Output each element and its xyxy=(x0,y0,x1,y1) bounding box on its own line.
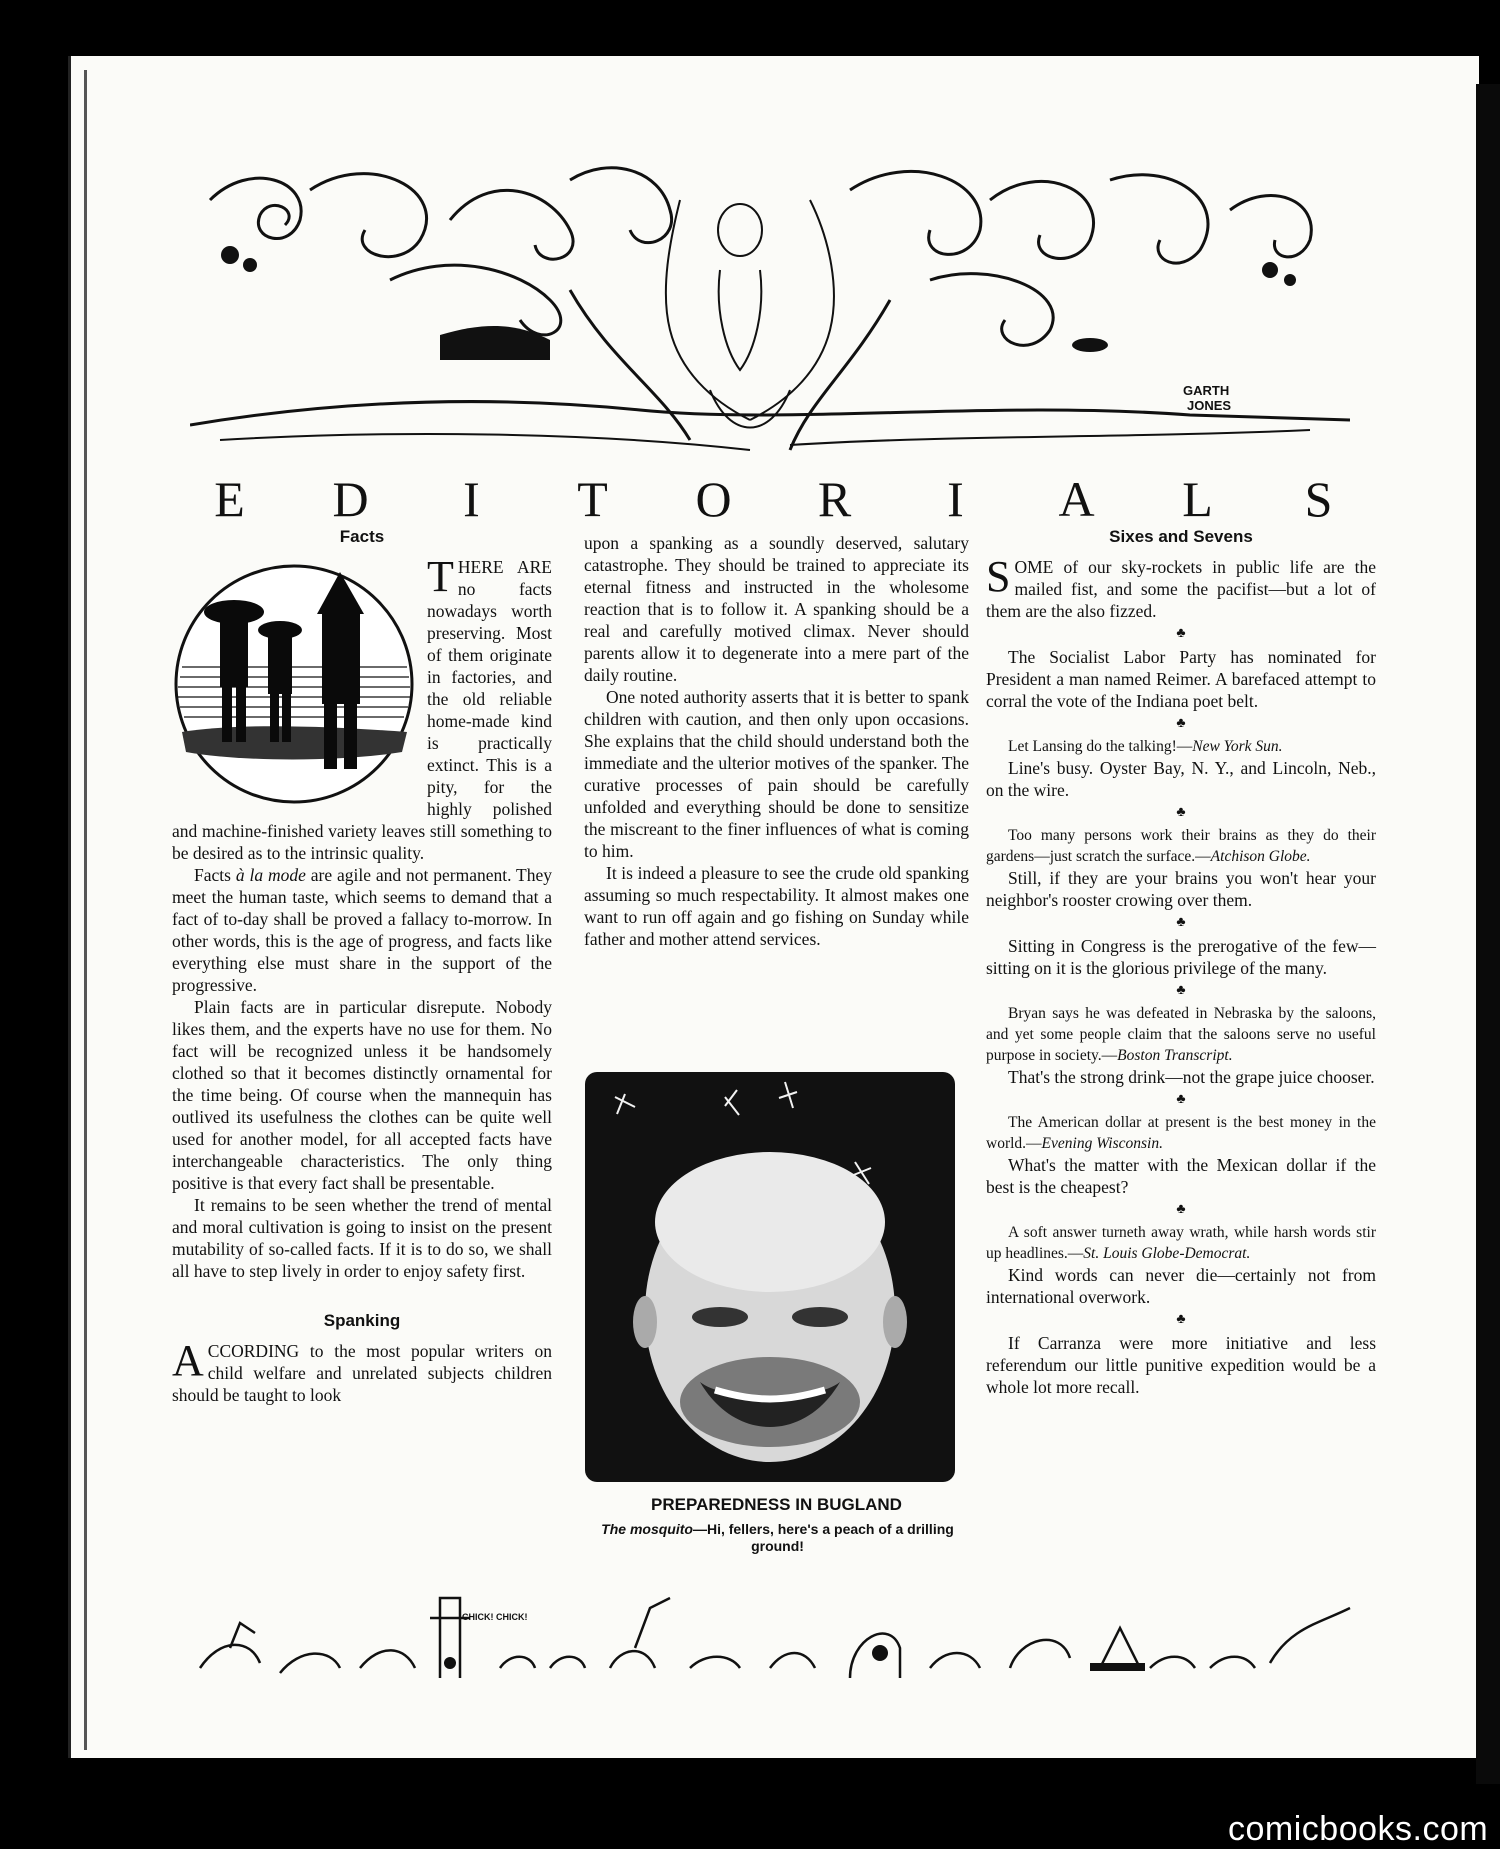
title-letter: I xyxy=(463,471,482,527)
spanking-paragraph-3: It is indeed a pleasure to see the crude old spanking assuming so much respectability. It almost makes one want to run off again and go fishing on Sunday while father and mother attend services. xyxy=(584,863,969,949)
club-separator: ♣ xyxy=(1176,626,1186,641)
column-right xyxy=(986,526,1376,1398)
title-letter: R xyxy=(817,471,854,527)
column-left xyxy=(172,526,552,1406)
club-separator: ♣ xyxy=(1176,983,1186,998)
title-letter: L xyxy=(1182,471,1215,527)
spanking-paragraph-1b: upon a spanking as a soundly deserved, salutary catastrophe. They should be trained to appreciate its eternal fitness and instructed in the wholesome reaction that is to follow it. A spanking should be a real and carefully motived climax. Never should parents allow it to degenerate into a mere part of the daily routine. xyxy=(584,533,969,685)
title-letter: I xyxy=(947,471,966,527)
quote-5: A soft answer turneth away wrath, while harsh words stir up headlines.— xyxy=(986,1224,1376,1262)
title-letter: E xyxy=(214,471,247,527)
banner-illustration xyxy=(190,160,1350,480)
spanking-heading: Spanking xyxy=(323,1311,401,1330)
sixes-paragraph-3: Sitting in Congress is the prerogative of the few—sitting on it is the glorious privilege of the many. xyxy=(986,936,1376,978)
artist-signature-line2: JONES xyxy=(1187,398,1232,413)
artist-signature-line1: GARTH xyxy=(1183,383,1230,398)
page-edge-line xyxy=(84,70,87,1750)
sixes-paragraph-1: OME of our sky-rockets in public life are the mailed fist, and some the pacifist—but a lot of them are the also fizzed. xyxy=(986,557,1376,621)
sixes-dropcap: S xyxy=(986,552,1011,601)
facts-paragraph-3: Plain facts are in particular disrepute. Nobody likes them, and the experts have no use for them. No fact will be recognized unless it be handsomely clothed so that it becomes distinctly ornamental for the time being. Of course when the mannequin has outlived its usefulness the clothes can be quite well used for another model, for all accepted facts have interchangeable characteristics. The only thing positive is that every fact shall be presentable. xyxy=(172,997,552,1193)
footer-birds-illustration xyxy=(190,1568,1360,1688)
spanking-dropcap: A xyxy=(172,1336,204,1385)
facts-heading: Facts xyxy=(339,527,385,546)
cartoon-caption-text: —Hi, fellers, here's a peach of a drilling ground! xyxy=(692,1521,954,1554)
title-letter: S xyxy=(1304,471,1335,527)
cartoon-caption xyxy=(600,1521,955,1555)
children-at-shore-illustration xyxy=(172,562,417,807)
club-separator: ♣ xyxy=(1176,1202,1186,1217)
chick-text: CHICK! CHICK! xyxy=(462,1612,528,1622)
bald-man-cartoon xyxy=(585,1072,955,1482)
column-middle xyxy=(584,532,969,950)
club-separator: ♣ xyxy=(1176,805,1186,820)
spanking-paragraph-1a: CCORDING to the most popular writers on child welfare and unrelated subjects children should be taught to look xyxy=(172,1341,552,1405)
reply-5: Kind words can never die—certainly not from international overwork. xyxy=(986,1265,1376,1307)
cartoon-speaker: The mosquito xyxy=(601,1521,693,1537)
reply-2: Still, if they are your brains you won't hear your neighbor's rooster crowing over them. xyxy=(986,868,1376,910)
title-letter: O xyxy=(695,471,734,527)
title-letter: D xyxy=(332,471,371,527)
spanking-paragraph-2: One noted authority asserts that it is better to spank children with caution, and then only upon occasions. She explains that the child should understand both the immediate and the ulterior motives of the spanker. The curative processes of pain should be carefully unfolded and everything should be done to sensitize the miscreant to the finer influences of what is coming to him. xyxy=(584,687,969,861)
club-separator: ♣ xyxy=(1176,1092,1186,1107)
facts-p2-start: Facts xyxy=(194,865,236,885)
title-letter: A xyxy=(1058,471,1097,527)
reply-4: What's the matter with the Mexican dollar if the best is the cheapest? xyxy=(986,1155,1376,1197)
quote-2: Too many persons work their brains as they do their gardens—just scratch the surface.— xyxy=(986,827,1376,865)
club-separator: ♣ xyxy=(1176,915,1186,930)
site-watermark: comicbooks.com xyxy=(1228,1810,1489,1848)
sixes-heading: Sixes and Sevens xyxy=(1109,527,1253,546)
facts-paragraph-4: It remains to be seen whether the trend of mental and moral cultivation is going to insist on the present mutability of so-called facts. If it is to do so, we shall all have to step lively in order to enjoy safety first. xyxy=(172,1195,552,1281)
sixes-paragraph-4: If Carranza were more initiative and less referendum our little punitive expedition would be a whole lot more recall. xyxy=(986,1333,1376,1397)
book-spine xyxy=(1476,84,1500,1784)
quote-2-source: Atchison Globe. xyxy=(1210,848,1311,865)
facts-p2-rest: are agile and not permanent. They meet the human taste, which seems to demand that a fact of to-day shall be proved a fallacy to-morrow. In other words, this is the age of progress, and facts like everything else must share in the support of the progressive. xyxy=(172,865,552,995)
club-separator: ♣ xyxy=(1176,716,1186,731)
facts-dropcap: T xyxy=(427,552,454,601)
reply-3: That's the strong drink—not the grape juice chooser. xyxy=(1008,1067,1375,1087)
quote-4-source: Evening Wisconsin. xyxy=(1041,1135,1163,1152)
facts-p2-italic: à la mode xyxy=(235,865,306,885)
quote-5-source: St. Louis Globe-Democrat. xyxy=(1083,1245,1251,1262)
club-separator: ♣ xyxy=(1176,1312,1186,1327)
sixes-paragraph-2: The Socialist Labor Party has nominated for President a man named Reimer. A barefaced attempt to corral the vote of the Indiana poet belt. xyxy=(986,647,1376,711)
quote-1: Let Lansing do the talking!— xyxy=(1008,738,1193,755)
quote-3-source: Boston Transcript. xyxy=(1117,1047,1233,1064)
facts-paragraph-1: HERE ARE no facts nowadays worth preserving. Most of them originate in factories, and the old reliable home-made kind is practically extinct. This is a pity, for the highly polished and machine-finished variety leaves still something to be desired as to the intrinsic quality. xyxy=(172,557,552,863)
quote-4: The American dollar at present is the best money in the world.— xyxy=(986,1114,1376,1152)
cartoon-title: PREPAREDNESS IN BUGLAND xyxy=(651,1495,902,1514)
quote-1-source: New York Sun. xyxy=(1192,738,1283,755)
quote-3: Bryan says he was defeated in Nebraska by the saloons, and yet some people claim that the saloons serve no useful purpose in society.— xyxy=(986,1005,1376,1064)
title-letter: T xyxy=(577,471,610,527)
reply-1: Line's busy. Oyster Bay, N. Y., and Lincoln, Neb., on the wire. xyxy=(986,758,1376,800)
